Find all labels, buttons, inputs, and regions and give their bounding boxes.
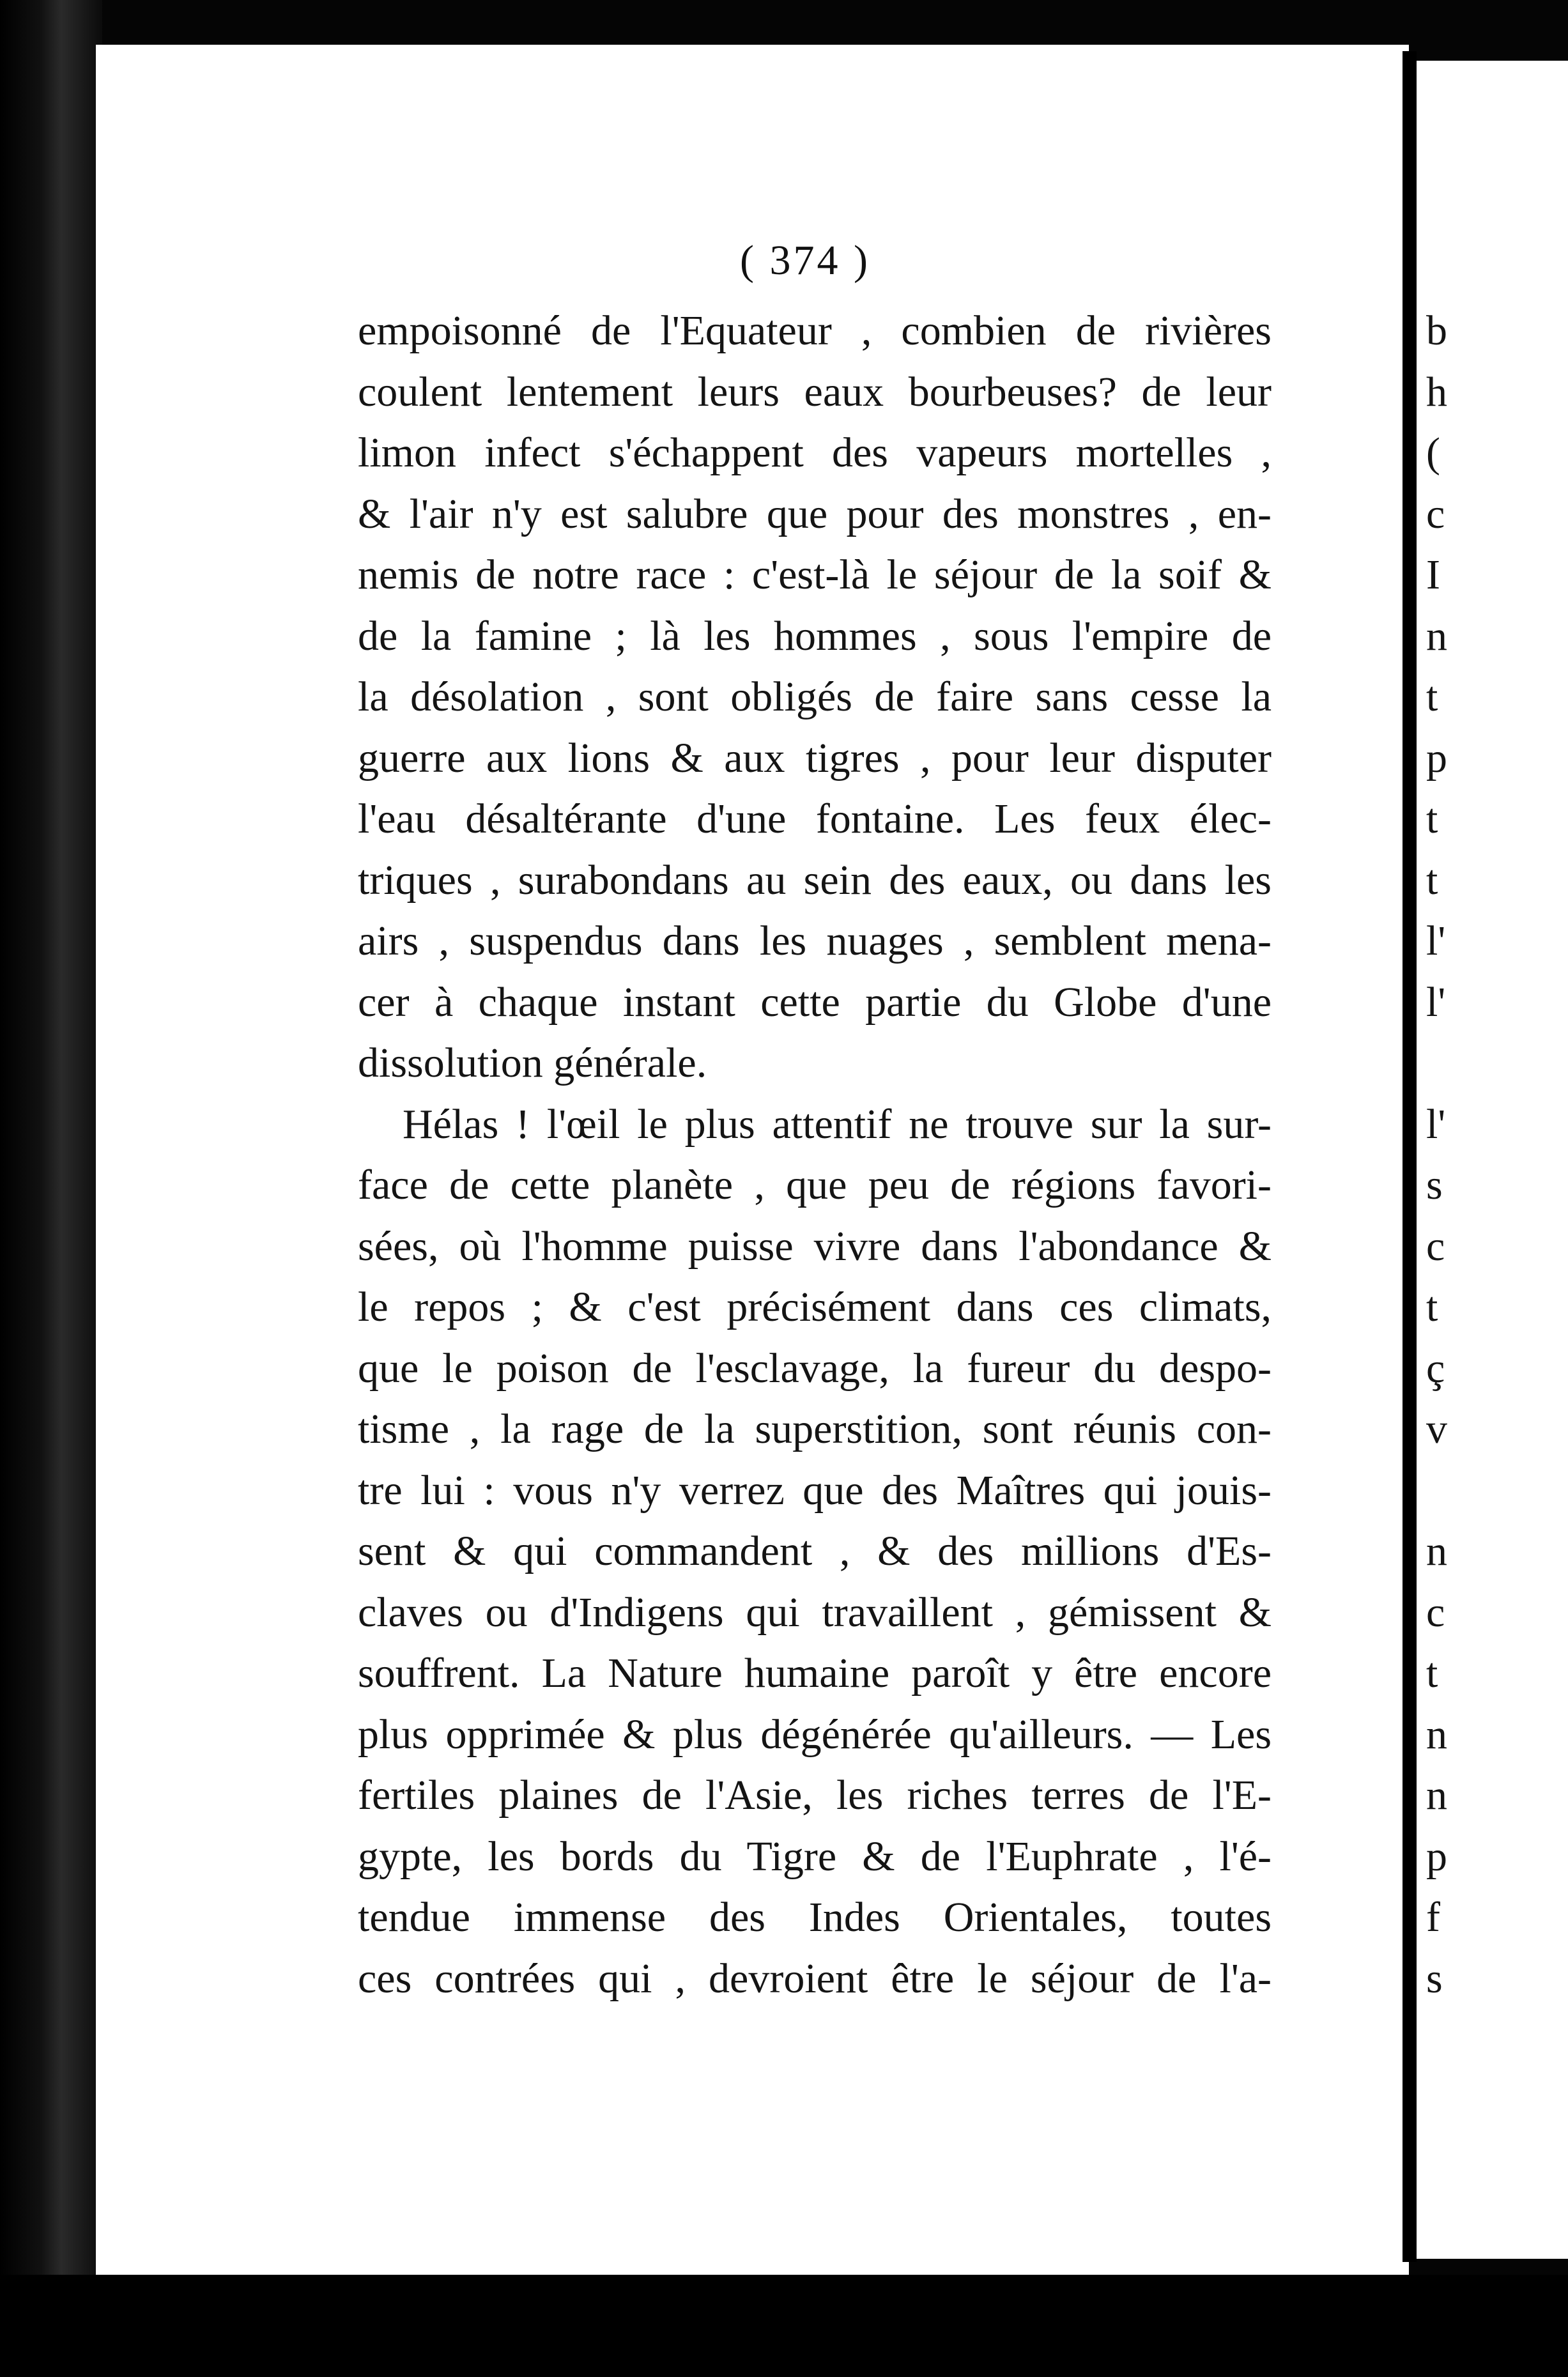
text-line: de la famine ; là les hommes , sous l'empire de (358, 612, 1272, 659)
edge-text-fragment: c (1426, 1222, 1445, 1270)
left-binding-edge (0, 0, 102, 2377)
text-line: plus opprimée & plus dégénérée qu'ailleurs. — Les (358, 1711, 1272, 1758)
text-line: tendue immense des Indes Orientales, toutes (358, 1894, 1272, 1941)
edge-text-fragment: n (1426, 1772, 1447, 1819)
text-line: airs , suspendus dans les nuages , semblent mena- (358, 918, 1272, 964)
text-line: tre lui : vous n'y verrez que des Maîtres qui jouis- (358, 1466, 1272, 1514)
text-line: tisme , la rage de la superstition, sont réunis con- (358, 1406, 1272, 1452)
text-line: ces contrées qui , devroient être le séjour de l'a- (358, 1955, 1272, 2002)
text-line: & l'air n'y est salubre que pour des monstres , en- (358, 490, 1272, 537)
page-number: ( 374 ) (740, 237, 870, 284)
edge-text-fragment: f (1426, 1894, 1440, 1941)
text-line: coulent lentement leurs eaux bourbeuses? de leur (358, 368, 1272, 415)
edge-text-fragment: l' (1426, 1100, 1446, 1148)
edge-text-fragment: b (1426, 307, 1447, 354)
edge-text-fragment: t (1426, 673, 1438, 720)
edge-text-fragment: n (1426, 1711, 1447, 1758)
edge-text-fragment: ( (1426, 429, 1440, 476)
text-line: sent & qui commandent , & des millions d'Es- (358, 1528, 1272, 1574)
edge-text-fragment: I (1426, 551, 1440, 598)
edge-text-fragment: n (1426, 612, 1447, 659)
bottom-scan-border (0, 2275, 1568, 2377)
edge-text-fragment: p (1426, 1833, 1447, 1880)
edge-text-fragment (1417, 1033, 1447, 1094)
text-line: Hélas ! l'œil le plus attentif ne trouve sur la sur- (403, 1100, 1272, 1148)
edge-text-fragment: c (1426, 490, 1445, 537)
text-line: claves ou d'Indigens qui travaillent , gémissent & (358, 1589, 1272, 1636)
page-gutter (1403, 51, 1417, 2262)
edge-text-fragment: l' (1426, 918, 1446, 964)
facing-page-edge (1417, 61, 1568, 2259)
text-line: triques , surabondans au sein des eaux, ou dans les (358, 856, 1272, 904)
paragraph-2 (358, 1094, 1272, 2010)
text-line: cer à chaque instant cette partie du Globe d'une (358, 978, 1272, 1026)
edge-text-fragment: l' (1426, 978, 1446, 1026)
text-line: souffrent. La Nature humaine paroît y être encore (358, 1650, 1272, 1696)
edge-text-fragment: ç (1426, 1344, 1445, 1392)
edge-text-fragment: v (1426, 1406, 1447, 1452)
edge-text-fragment: p (1426, 734, 1447, 781)
text-line: que le poison de l'esclavage, la fureur du despo- (358, 1344, 1272, 1392)
edge-text-fragment: t (1426, 1284, 1438, 1330)
text-line: dissolution générale. (358, 1040, 707, 1086)
text-line: la désolation , sont obligés de faire sans cesse la (358, 673, 1272, 720)
text-line: gypte, les bords du Tigre & de l'Euphrate , l'é- (358, 1833, 1272, 1880)
text-line: sées, où l'homme puisse vivre dans l'abondance & (358, 1222, 1272, 1270)
edge-text-fragment: t (1426, 1650, 1438, 1696)
text-line: face de cette planète , que peu de régions favori- (358, 1162, 1272, 1208)
edge-text-fragment: n (1426, 1528, 1447, 1574)
edge-text-fragment (1417, 1460, 1447, 1521)
text-line: fertiles plaines de l'Asie, les riches terres de l'E- (358, 1772, 1272, 1819)
text-line: guerre aux lions & aux tigres , pour leur disputer (358, 734, 1272, 781)
edge-text-fragment: s (1426, 1162, 1443, 1208)
edge-text-fragment: c (1426, 1589, 1445, 1636)
text-line: limon infect s'échappent des vapeurs mortelles , (358, 429, 1272, 476)
text-line: l'eau désaltérante d'une fontaine. Les feux élec- (358, 796, 1272, 842)
body-text (358, 300, 1272, 2009)
edge-text-fragment: t (1426, 796, 1438, 842)
edge-text-fragment: h (1426, 368, 1447, 415)
edge-text-fragment: t (1426, 856, 1438, 904)
text-line: empoisonné de l'Equateur , combien de rivières (358, 307, 1272, 354)
paragraph-1 (358, 300, 1272, 1094)
text-line: le repos ; & c'est précisément dans ces climats, (358, 1284, 1272, 1330)
text-line: nemis de notre race : c'est-là le séjour de la soif & (358, 551, 1272, 598)
edge-text-fragment: s (1426, 1955, 1443, 2002)
